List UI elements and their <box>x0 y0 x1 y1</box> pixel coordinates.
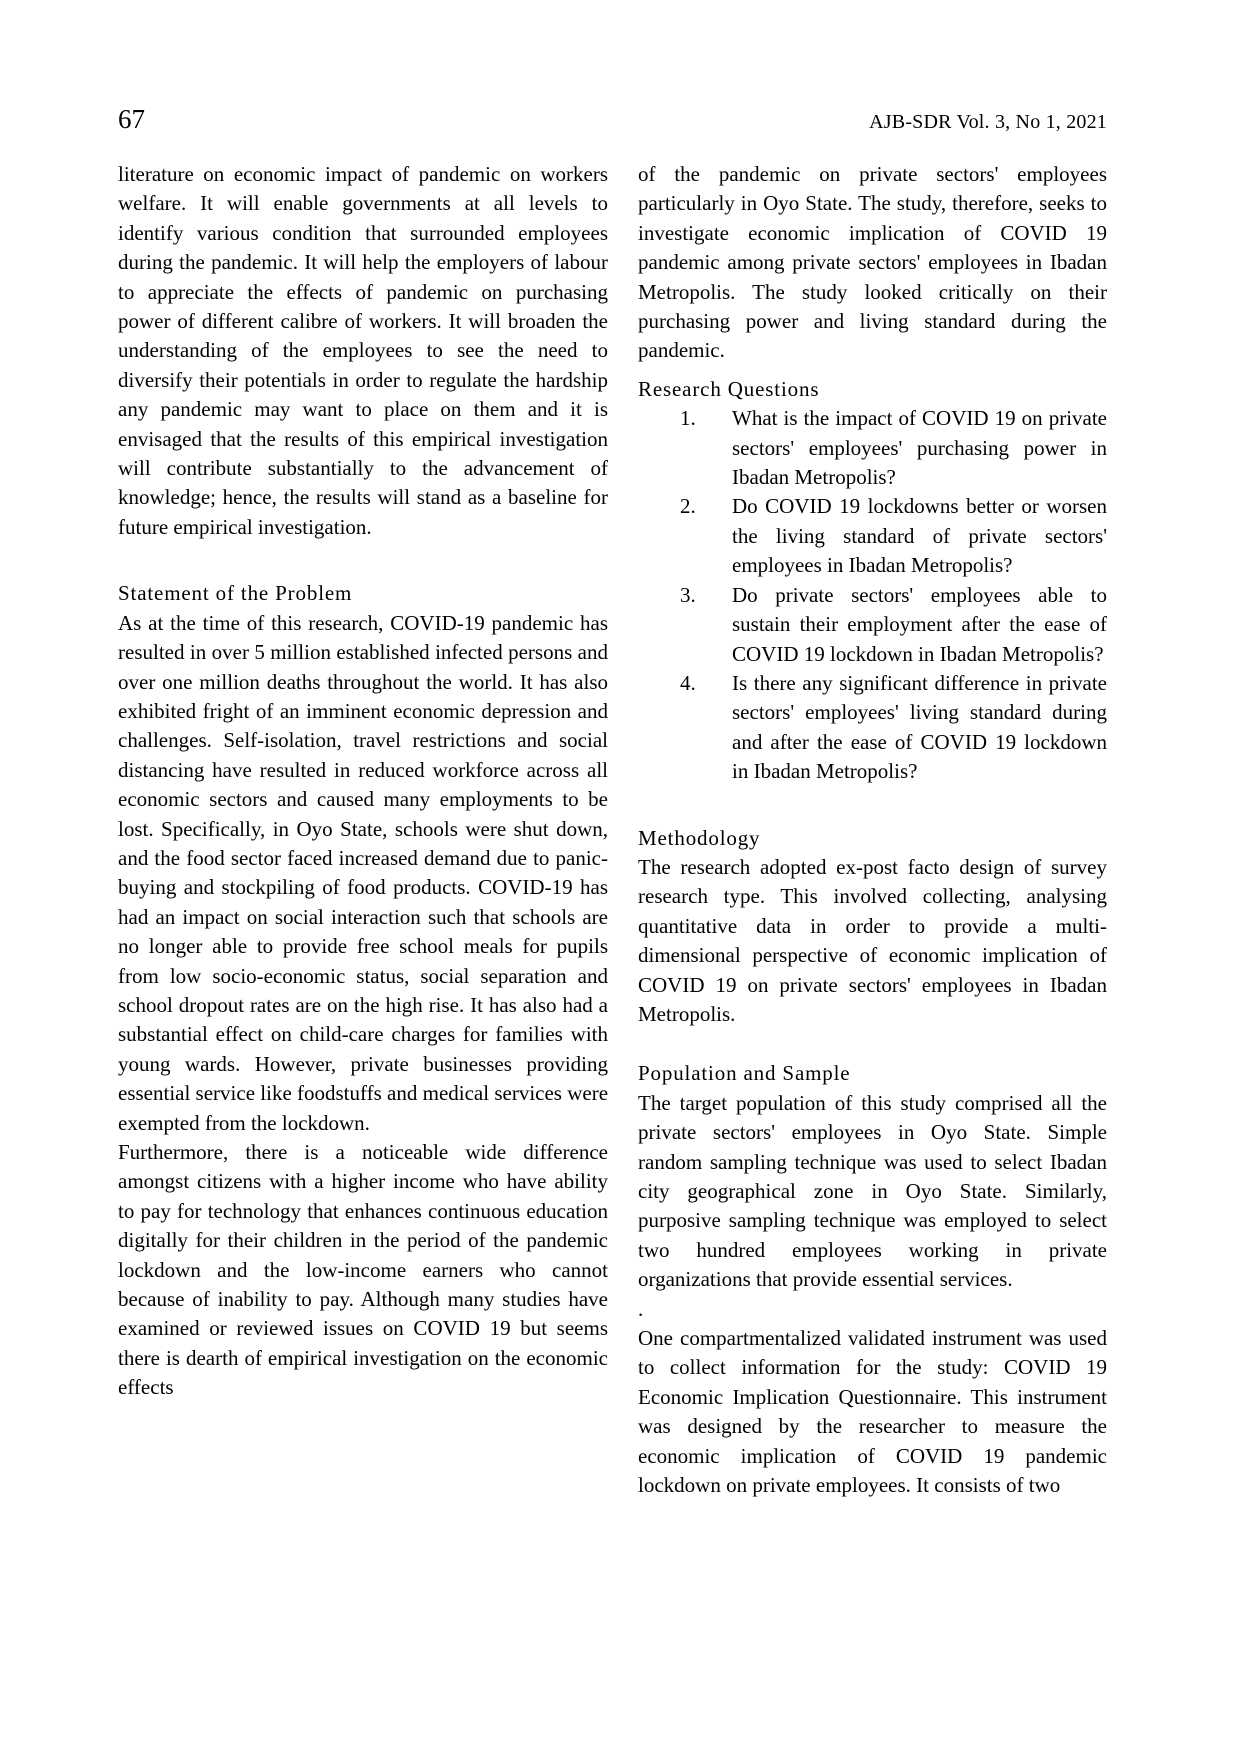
paragraph-furthermore: Furthermore, there is a noticeable wide difference amongst citizens with a higher income who have ability to pay for technology that enhances continuous education digitally for their children in the period of the pandemic lockdown and the low-income earners who cannot because of inability to pay. Although many studies have examined or reviewed issues on COVID 19 but seems there is dearth of empirical investigation on the economic effects <box>118 1140 608 1400</box>
question-text: Do COVID 19 lockdowns better or worsen the living standard of private sectors' employees in Ibadan Metropolis? <box>732 494 1107 578</box>
heading-methodology: Methodology <box>638 825 761 850</box>
paragraph-instrument: One compartmentalized validated instrument was used to collect information for the study: COVID 19 Economic Implication Questionnaire. This instrument was designed by the researcher to measure the economic implication of COVID 19 pandemic lockdown on private employees. It consists of two <box>638 1326 1107 1498</box>
heading-research-questions: Research Questions <box>638 376 820 401</box>
journal-reference: AJB-SDR Vol. 3, No 1, 2021 <box>869 111 1107 133</box>
question-number: 3. <box>680 582 696 607</box>
paragraph-statement-of-problem: As at the time of this research, COVID-19 pandemic has resulted in over 5 million established infected persons and over one million deaths throughout the world. It has also exhibited fright of an imminent economic depression and challenges. Self-isolation, travel restrictions and social distancing have resulted in reduced workforce across all economic sectors and caused many employments to be lost. Specifically, in Oyo State, schools were shut down, and the food sector faced increased demand due to panic-buying and stockpiling of food products. COVID-19 has had an impact on social interaction such that schools are no longer able to provide free school meals for pupils from low socio-economic status, social separation and school dropout rates are on the high rise. It has also had a substantial effect on child-care charges for families with young wards. However, private businesses providing essential service like foodstuffs and medical services were exempted from the lockdown. <box>118 610 609 1135</box>
left-column <box>118 160 608 1500</box>
two-column-body <box>118 160 1107 1500</box>
research-question-list <box>638 404 1107 786</box>
page-number: 67 <box>118 104 145 134</box>
right-column <box>638 160 1107 1500</box>
paragraph-study-focus: of the pandemic on private sectors' employees particularly in Oyo State. The study, therefore, seeks to investigate economic implication of COVID 19 pandemic among private sectors' employees in Ibadan Metropolis. The study looked critically on their purchasing power and living standard during the pandemic. <box>638 162 1107 363</box>
question-text: Is there any significant difference in private sectors' employees' living standard during and after the ease of COVID 19 lockdown in Ibadan Metropolis? <box>732 670 1107 784</box>
research-question-3 <box>666 581 1107 669</box>
question-number: 1. <box>680 406 696 431</box>
question-number: 4. <box>680 670 696 695</box>
paragraph-significance: literature on economic impact of pandemic on workers welfare. It will enable governments at all levels to identify various condition that surrounded employees during the pandemic. It will help the employers of labour to appreciate the effects of pandemic on purchasing power of different calibre of workers. It will broaden the understanding of the employees to see the need to diversify their potentials in order to regulate the hardship any pandemic may want to place on them and it is envisaged that the results of this empirical investigation will contribute substantially to the advancement of knowledge; hence, the results will stand as a baseline for future empirical investigation. <box>118 162 608 539</box>
paragraph-population-sample: The target population of this study comprised all the private sectors' employees in Oyo State. Simple random sampling technique was used to select Ibadan city geographical zone in Oyo State. Similarly, purposive sampling technique was employed to select two hundred employees working in private organizations that provide essential services. <box>638 1090 1107 1292</box>
research-question-2 <box>666 492 1107 580</box>
heading-population-sample: Population and Sample <box>638 1061 851 1086</box>
question-text: Do private sectors' employees able to sustain their employment after the ease of COVID 19 lockdown in Ibadan Metropolis? <box>732 582 1107 666</box>
research-question-1 <box>666 404 1107 492</box>
heading-statement-of-problem: Statement of the Problem <box>118 581 353 606</box>
research-question-4 <box>666 669 1107 787</box>
paragraph-methodology: The research adopted ex-post facto design of survey research type. This involved collecting, analysing quantitative data in order to provide a multi-dimensional perspective of economic implication of COVID 19 on private sectors' employees in Ibadan Metropolis. <box>638 854 1107 1026</box>
question-number: 2. <box>680 494 696 519</box>
page-header <box>118 106 1107 133</box>
question-text: What is the impact of COVID 19 on private sectors' employees' purchasing power in Ibadan Metropolis? <box>732 406 1107 490</box>
stray-period: . <box>638 1296 644 1321</box>
